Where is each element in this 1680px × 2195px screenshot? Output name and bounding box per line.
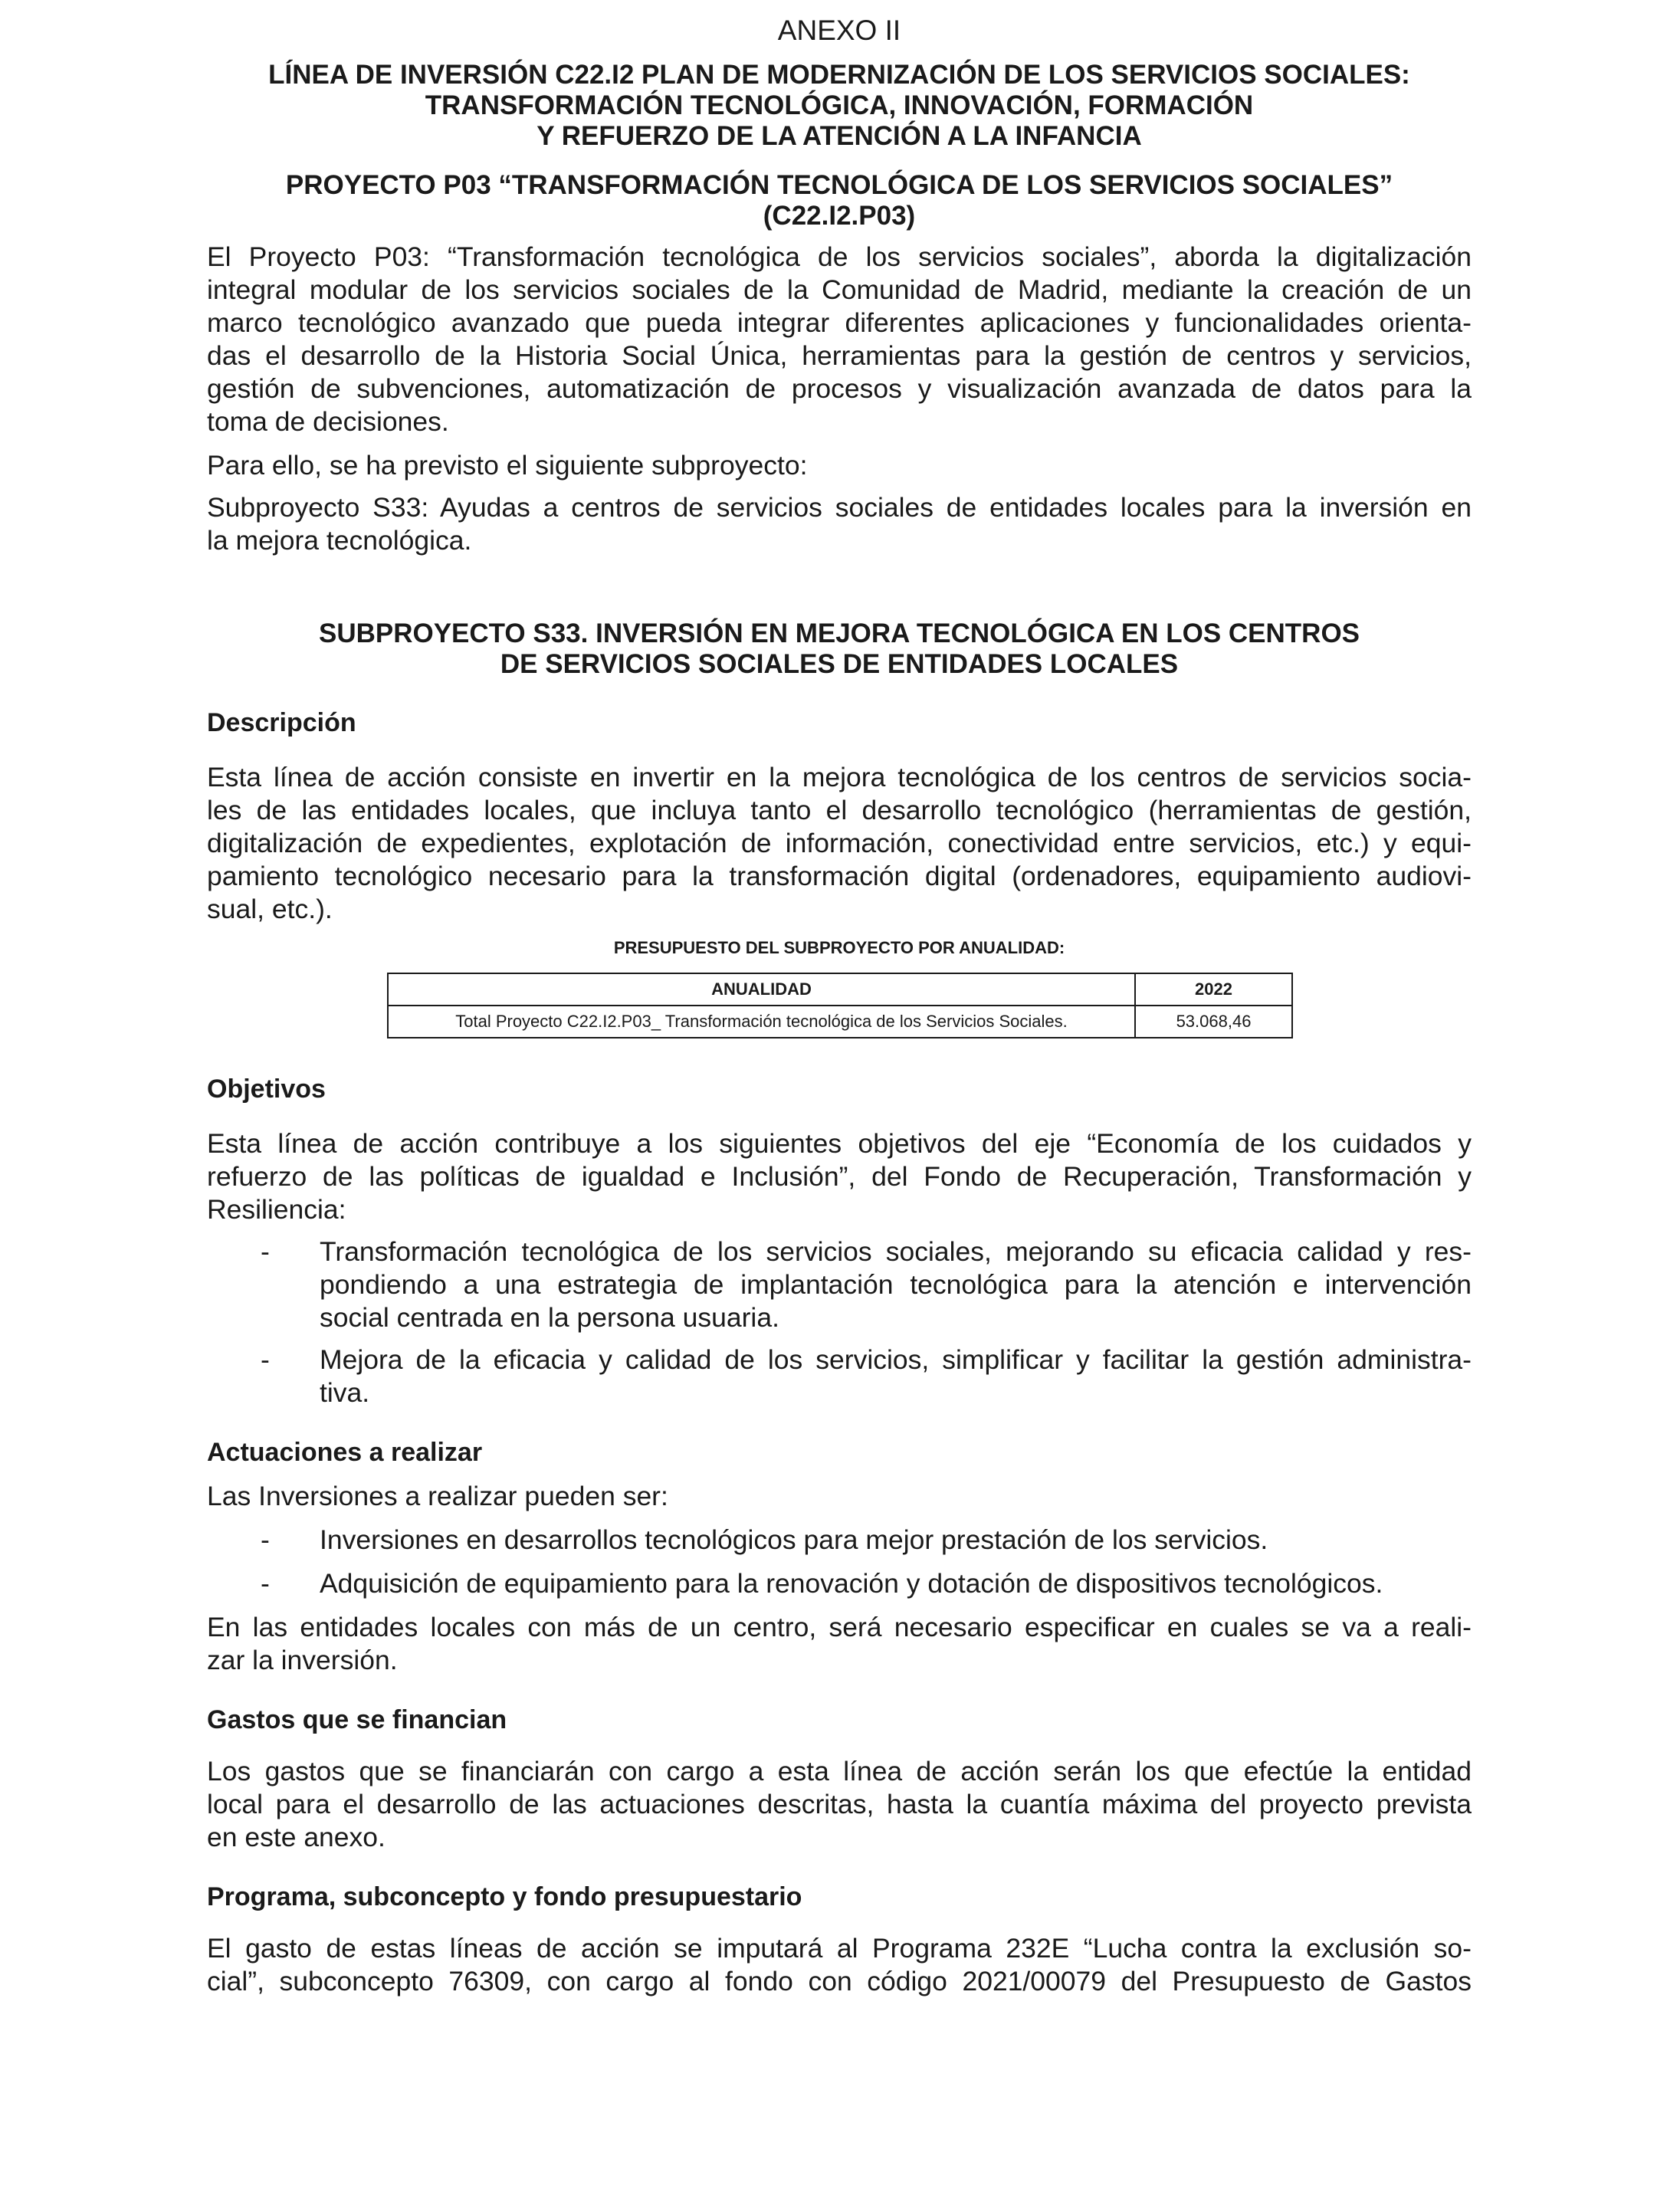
list-item [207, 1344, 1472, 1409]
intro-paragraph [207, 241, 1472, 438]
text-line: pamiento tecnológico necesario para la transformación digital (ordenadores, equipamiento audiovi- [207, 861, 1472, 891]
title-line: Y REFUERZO DE LA ATENCIÓN A LA INFANCIA [536, 121, 1142, 151]
actuaciones-intro: Las Inversiones a realizar pueden ser: [207, 1481, 668, 1511]
text-line: social centrada en la persona usuaria. [320, 1302, 779, 1333]
gastos-heading: Gastos que se financian [207, 1705, 507, 1734]
list-item [207, 1235, 1472, 1334]
budget-table [387, 973, 1293, 1038]
text-line: toma de decisiones. [207, 406, 449, 437]
text-line: la mejora tecnológica. [207, 525, 472, 556]
list-item-text: Inversiones en desarrollos tecnológicos para mejor prestación de los servicios. [320, 1524, 1268, 1555]
subproject-paragraph [207, 491, 1472, 557]
list-item [207, 1524, 1472, 1557]
text-line: marco tecnológico avanzado que pueda integrar diferentes aplicaciones y funcionalidades orienta- [207, 307, 1472, 338]
text-line: les de las entidades locales, que incluya tanto el desarrollo tecnológico (herramientas de gestión, [207, 795, 1472, 825]
table-header-row [388, 973, 1292, 1006]
programa-paragraph [207, 1932, 1472, 1998]
programa-heading: Programa, subconcepto y fondo presupuestario [207, 1882, 802, 1911]
table-cell: 53.068,46 [1135, 1006, 1292, 1038]
text-line: sual, etc.). [207, 894, 333, 924]
title-line: TRANSFORMACIÓN TECNOLÓGICA, INNOVACIÓN, FORMACIÓN [425, 90, 1254, 120]
text-line: integral modular de los servicios sociales de la Comunidad de Madrid, mediante la creación de un [207, 274, 1472, 305]
title-line: DE SERVICIOS SOCIALES DE ENTIDADES LOCALES [500, 649, 1179, 679]
subproject-intro: Para ello, se ha previsto el siguiente subproyecto: [207, 450, 808, 481]
text-line: Resiliencia: [207, 1194, 346, 1225]
objetivos-paragraph [207, 1127, 1472, 1226]
text-line: das el desarrollo de la Historia Social Única, herramientas para la gestión de centros y servicios, [207, 340, 1472, 371]
text-line: pondiendo a una estrategia de implantación tecnológica para la atención e intervención [320, 1269, 1472, 1300]
title-line: LÍNEA DE INVERSIÓN C22.I2 PLAN DE MODERNIZACIÓN DE LOS SERVICIOS SOCIALES: [268, 60, 1410, 90]
text-line: gestión de subvenciones, automatización de procesos y visualización avanzada de datos para la [207, 373, 1472, 404]
list-item [207, 1567, 1472, 1600]
text-line: En las entidades locales con más de un centro, será necesario especificar en cuales se va a reali- [207, 1612, 1472, 1642]
text-line: Esta línea de acción consiste en invertir en la mejora tecnológica de los centros de servicios socia- [207, 762, 1472, 792]
text-line: refuerzo de las políticas de igualdad e Inclusión”, del Fondo de Recuperación, Transformación y [207, 1161, 1472, 1192]
actuaciones-heading: Actuaciones a realizar [207, 1438, 483, 1467]
text-line: local para el desarrollo de las actuaciones descritas, hasta la cuantía máxima del proyecto prevista [207, 1789, 1472, 1819]
document-page [207, 11, 1472, 1998]
table-cell: Total Proyecto C22.I2.P03_ Transformación tecnológica de los Servicios Sociales. [388, 1006, 1135, 1038]
list-item-text [320, 1235, 1472, 1334]
bullet-dash: - [261, 1236, 270, 1267]
list-item-text [320, 1344, 1472, 1409]
descripcion-heading: Descripción [207, 708, 356, 737]
descripcion-paragraph [207, 761, 1472, 926]
title-line: (C22.I2.P03) [763, 201, 916, 231]
text-line: Los gastos que se financiarán con cargo a esta línea de acción serán los que efectúe la entidad [207, 1756, 1472, 1787]
text-line: cial”, subconcepto 76309, con cargo al fondo con código 2021/00079 del Presupuesto de Gastos [207, 1966, 1472, 1996]
gastos-paragraph [207, 1755, 1472, 1854]
text-line: El Proyecto P03: “Transformación tecnológica de los servicios sociales”, aborda la digitalización [207, 241, 1472, 272]
text-line: tiva. [320, 1377, 370, 1408]
bullet-dash: - [261, 1568, 270, 1599]
annex-label: ANEXO II [777, 15, 901, 46]
text-line: El gasto de estas líneas de acción se imputará al Programa 232E “Lucha contra la exclusión so- [207, 1933, 1472, 1964]
project-title [207, 170, 1472, 231]
list-item-text: Adquisición de equipamiento para la renovación y dotación de dispositivos tecnológicos. [320, 1568, 1383, 1599]
text-line: Mejora de la eficacia y calidad de los servicios, simplificar y facilitar la gestión administra- [320, 1344, 1472, 1375]
title-line: SUBPROYECTO S33. INVERSIÓN EN MEJORA TECNOLÓGICA EN LOS CENTROS [318, 618, 1360, 648]
objetivos-heading: Objetivos [207, 1075, 326, 1104]
bullet-dash: - [261, 1344, 270, 1375]
bullet-dash: - [261, 1524, 270, 1555]
text-line: digitalización de expedientes, explotación de información, conectividad entre servicios, etc.) y equi- [207, 828, 1472, 858]
actuaciones-paragraph [207, 1611, 1472, 1677]
subproject-title [207, 618, 1472, 680]
title-line: PROYECTO P03 “TRANSFORMACIÓN TECNOLÓGICA DE LOS SERVICIOS SOCIALES” [285, 170, 1393, 200]
text-line: zar la inversión. [207, 1645, 398, 1675]
text-line: Transformación tecnológica de los servicios sociales, mejorando su eficacia calidad y res- [320, 1236, 1472, 1267]
text-line: Esta línea de acción contribuye a los siguientes objetivos del eje “Economía de los cuidados y [207, 1128, 1472, 1159]
text-line: en este anexo. [207, 1822, 386, 1852]
column-header: ANUALIDAD [388, 973, 1135, 1006]
budget-caption: PRESUPUESTO DEL SUBPROYECTO POR ANUALIDAD: [613, 938, 1065, 957]
column-header: 2022 [1135, 973, 1292, 1006]
investment-line-title [207, 60, 1472, 152]
table-row [388, 1006, 1292, 1038]
text-line: Subproyecto S33: Ayudas a centros de servicios sociales de entidades locales para la inversión en [207, 492, 1472, 523]
